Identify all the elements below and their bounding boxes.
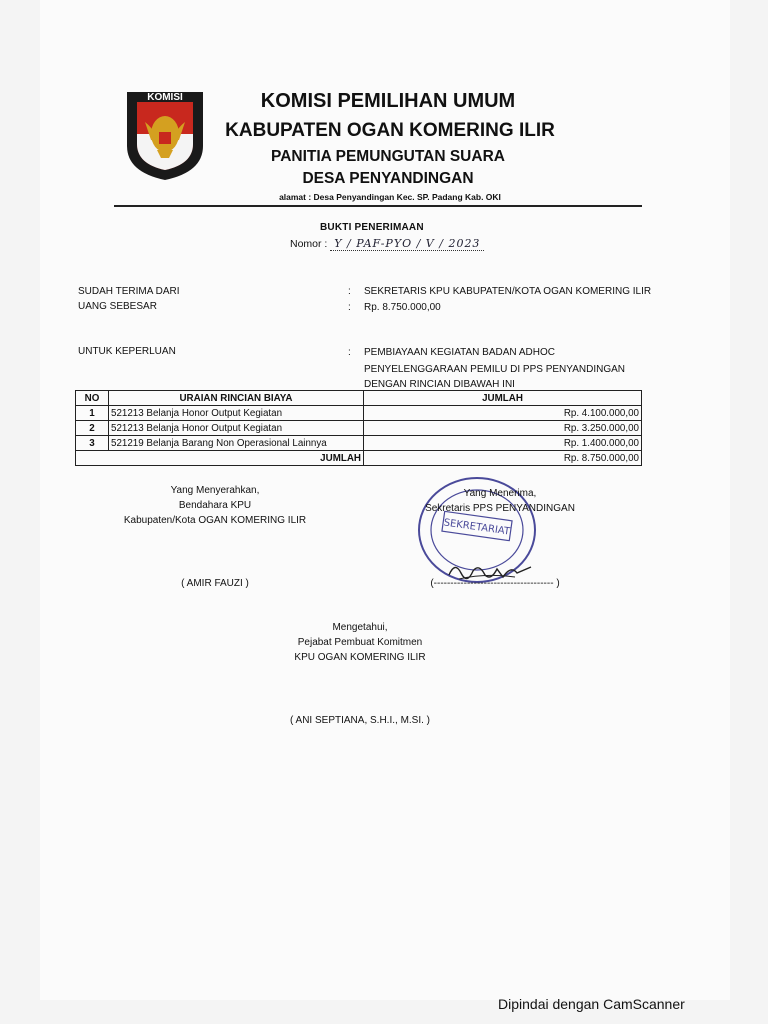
signature-left-line-2: Bendahara KPU bbox=[178, 500, 252, 511]
field-keperluan-line-3: DENGAN RINCIAN DIBAWAH INI bbox=[364, 379, 515, 390]
stamp-text: SEKRETARIAT bbox=[442, 517, 511, 538]
signature-left-line-3: Kabupaten/Kota OGAN KOMERING ILIR bbox=[123, 515, 307, 526]
table-row bbox=[76, 406, 642, 421]
signature-left-name: ( AMIR FAUZI ) bbox=[181, 578, 249, 589]
cell-uraian: 521219 Belanja Barang Non Operasional Lainnya bbox=[109, 436, 364, 451]
header-line-1: KOMISI PEMILIHAN UMUM bbox=[260, 90, 516, 112]
col-header-no: NO bbox=[76, 391, 109, 406]
kpu-logo-icon bbox=[119, 86, 211, 182]
table-row bbox=[76, 421, 642, 436]
signature-left-block bbox=[100, 483, 330, 528]
scanner-watermark: Dipindai dengan CamScanner bbox=[498, 996, 685, 1012]
field-keperluan-line-2: PENYELENGGARAAN PEMILU DI PPS PENYANDINGAN bbox=[364, 364, 625, 375]
col-header-uraian: URAIAN RINCIAN BIAYA bbox=[109, 391, 364, 406]
cell-no: 3 bbox=[76, 436, 109, 451]
signature-center-name: ( ANI SEPTIANA, S.H.I., M.SI. ) bbox=[289, 715, 431, 726]
signature-center-block bbox=[250, 620, 470, 665]
signature-center-line-2: Pejabat Pembuat Komitmen bbox=[297, 637, 423, 648]
header-divider bbox=[114, 205, 642, 207]
cell-jumlah: Rp. 3.250.000,00 bbox=[364, 421, 642, 436]
header-line-4: DESA PENYANDINGAN bbox=[302, 170, 474, 187]
signature-right-block bbox=[400, 486, 600, 516]
table-row bbox=[76, 436, 642, 451]
table-header-row bbox=[76, 391, 642, 406]
document-title: BUKTI PENERIMAAN bbox=[320, 222, 424, 233]
signature-right-line-1: Yang Menerima, bbox=[463, 488, 537, 499]
field-keperluan-line-1: PEMBIAYAAN KEGIATAN BADAN ADHOC bbox=[364, 347, 555, 358]
cost-table bbox=[75, 390, 642, 466]
col-header-jumlah: JUMLAH bbox=[364, 391, 642, 406]
signature-left-line-1: Yang Menyerahkan, bbox=[170, 485, 260, 496]
total-value: Rp. 8.750.000,00 bbox=[364, 451, 642, 466]
document-number bbox=[290, 237, 484, 250]
colon: : bbox=[348, 286, 351, 297]
colon: : bbox=[348, 347, 351, 358]
cell-uraian: 521213 Belanja Honor Output Kegiatan bbox=[109, 421, 364, 436]
signature-center-line-3: KPU OGAN KOMERING ILIR bbox=[294, 652, 426, 663]
cell-jumlah: Rp. 4.100.000,00 bbox=[364, 406, 642, 421]
table-total-row bbox=[76, 451, 642, 466]
cell-uraian: 521213 Belanja Honor Output Kegiatan bbox=[109, 406, 364, 421]
cell-no: 2 bbox=[76, 421, 109, 436]
cell-no: 1 bbox=[76, 406, 109, 421]
logo-top-text: KOMISI bbox=[147, 92, 183, 103]
signature-right-line-2: Sekretaris PPS PENYANDINGAN bbox=[425, 503, 575, 514]
field-dari-label: SUDAH TERIMA DARI bbox=[78, 286, 180, 297]
header-line-3: PANITIA PEMUNGUTAN SUARA bbox=[271, 148, 505, 165]
header-address: alamat : Desa Penyandingan Kec. SP. Padang Kab. OKI bbox=[279, 192, 501, 202]
signature-right-name: (------------------------------------ ) bbox=[430, 578, 560, 589]
field-dari-value: SEKRETARIS KPU KABUPATEN/KOTA OGAN KOMERING ILIR bbox=[364, 286, 652, 297]
colon: : bbox=[348, 302, 351, 313]
cell-jumlah: Rp. 1.400.000,00 bbox=[364, 436, 642, 451]
field-keperluan-label: UNTUK KEPERLUAN bbox=[78, 346, 176, 357]
nomor-label: Nomor : bbox=[290, 238, 328, 250]
field-uang-value: Rp. 8.750.000,00 bbox=[364, 302, 441, 313]
total-label: JUMLAH bbox=[76, 451, 364, 466]
nomor-value: Y / PAF-PYO / V / 2023 bbox=[330, 237, 484, 251]
signature-center-line-1: Mengetahui, bbox=[332, 622, 388, 633]
field-uang-label: UANG SEBESAR bbox=[78, 301, 157, 312]
header-line-2: KABUPATEN OGAN KOMERING ILIR bbox=[225, 120, 555, 141]
